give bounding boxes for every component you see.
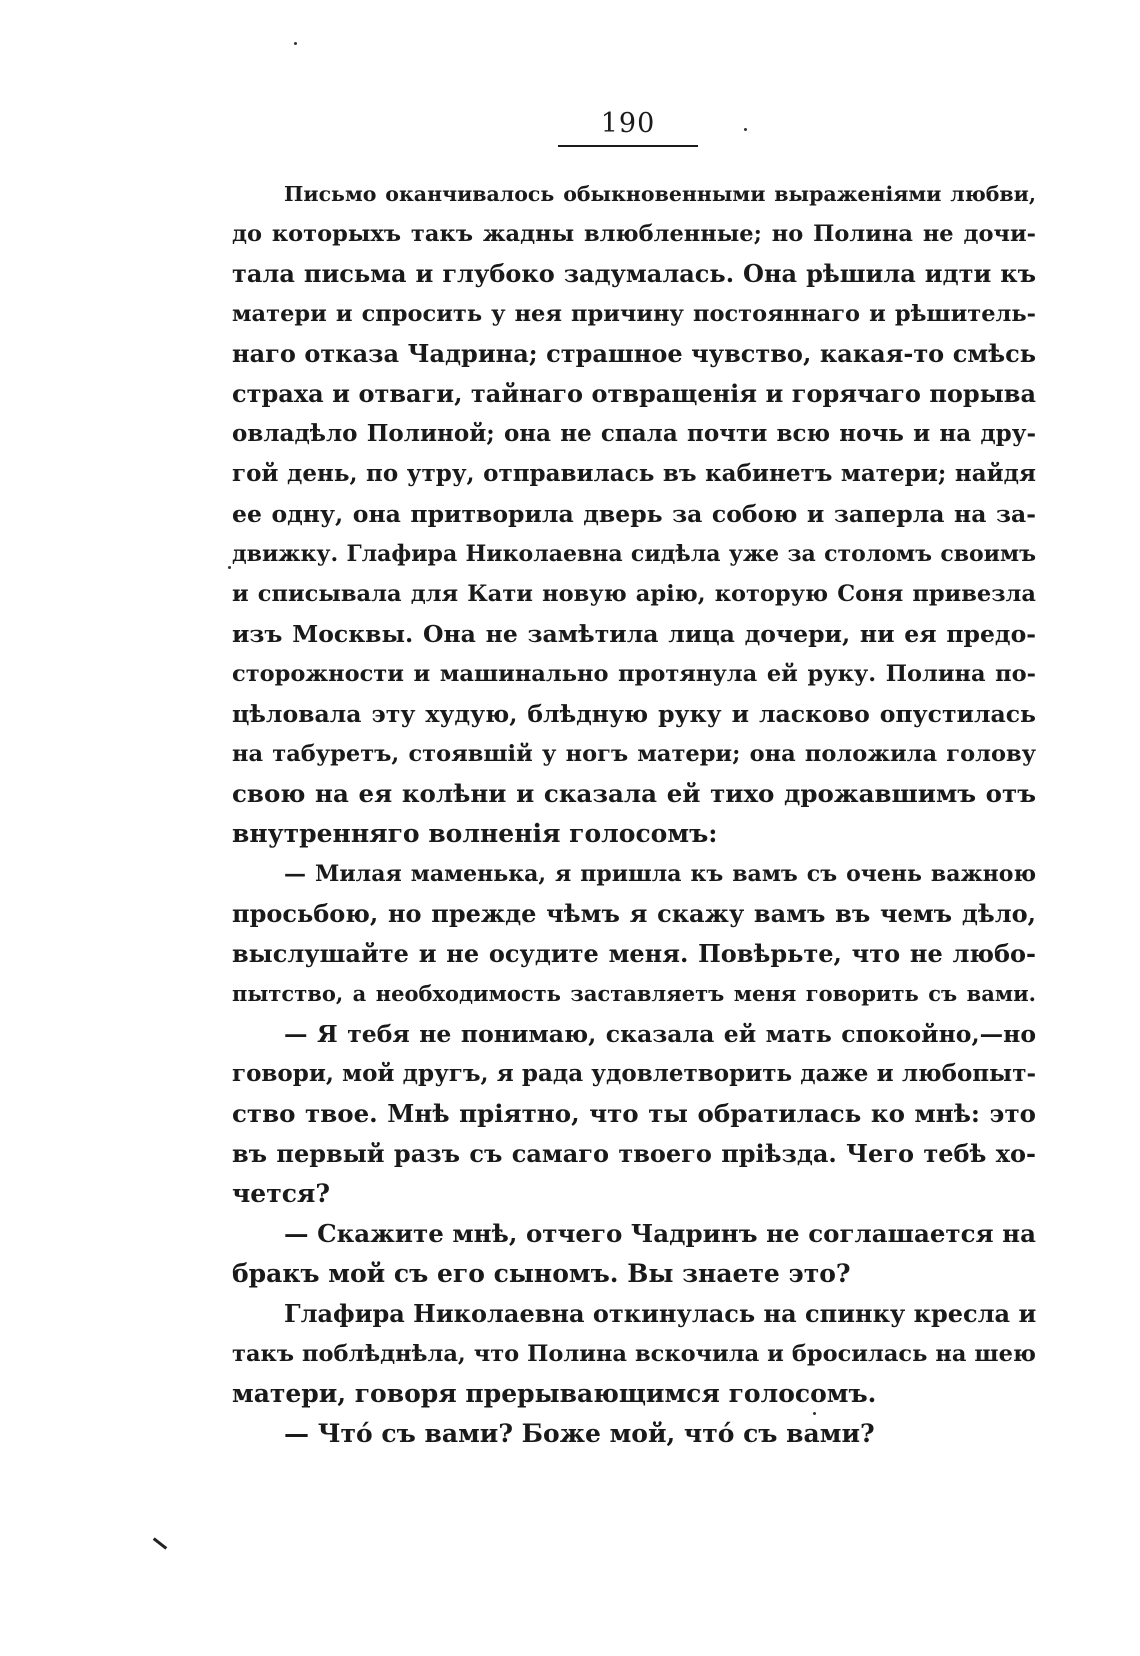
text-line: бракъ мой съ его сыномъ. Вы знаете это? xyxy=(232,1259,851,1288)
text-line: ее одну, она притворила дверь за собою и заперла на за- xyxy=(232,500,1036,528)
text-line: гой день, по утру, отправилась въ кабинетъ матери; найдя xyxy=(232,460,1036,487)
text-line: до которыхъ такъ жадны влюбленные; но Полина не дочи- xyxy=(232,221,1036,247)
text-line: сторожности и машинально протянула ей руку. Полина по- xyxy=(232,661,1036,687)
text-line: страха и отваги, тайнаго отвращенія и горячаго порыва xyxy=(232,379,1036,408)
print-speck xyxy=(813,1412,816,1415)
text-line: овладѣло Полиной; она не спала почти всю ночь и на дру- xyxy=(232,420,1036,447)
page-number-rule xyxy=(558,145,698,147)
text-line: внутренняго волненія голосомъ: xyxy=(232,819,718,848)
text-line: говори, мой другъ, я рада удовлетворить даже и любопыт- xyxy=(232,1060,1036,1087)
text-line: и списывала для Кати новую арію, которую Соня привезла xyxy=(232,581,1036,607)
print-speck xyxy=(744,128,747,131)
text-line: на табуретъ, стоявшій у ногъ матери; она положила голову xyxy=(232,741,1036,767)
text-line: ство твое. Мнѣ пріятно, что ты обратилась ко мнѣ: это xyxy=(232,1099,1036,1128)
text-line: чется? xyxy=(232,1179,331,1208)
text-line: — Милая маменька, я пришла къ вамъ съ очень важною xyxy=(284,861,1036,887)
text-line: — Скажите мнѣ, отчего Чадринъ не соглашается на xyxy=(284,1219,1036,1248)
text-line: свою на ея колѣни и сказала ей тихо дрожавшимъ отъ xyxy=(232,779,1036,808)
text-line: цѣловала эту худую, блѣдную руку и ласково опустилась xyxy=(232,700,1036,728)
text-line: — Я тебя не понимаю, сказала ей мать спокойно,—но xyxy=(284,1020,1036,1048)
text-line: матери, говоря прерывающимся голосомъ. xyxy=(232,1379,877,1408)
text-line: въ первый разъ съ самаго твоего пріѣзда. Чего тебѣ хо- xyxy=(232,1139,1036,1168)
text-line: движку. Глафира Николаевна сидѣла уже за столомъ своимъ xyxy=(232,541,1036,567)
text-line: Глафира Николаевна откинулась на спинку кресла и xyxy=(284,1299,1036,1328)
body-text xyxy=(232,174,1036,1454)
text-line: Письмо оканчивалось обыкновенными выраженіями любви, xyxy=(284,182,1036,206)
page-number: 190 xyxy=(600,108,656,139)
text-line: выслушайте и не осудите меня. Повѣрьте, что не любо- xyxy=(232,939,1036,968)
text-line: матери и спросить у нея причину постояннаго и рѣшитель- xyxy=(232,301,1036,327)
text-line: изъ Москвы. Она не замѣтила лица дочери, ни ея предо- xyxy=(232,620,1036,648)
text-line: такъ поблѣднѣла, что Полина вскочила и бросилась на шею xyxy=(232,1341,1036,1367)
print-speck xyxy=(228,566,231,569)
text-line: просьбою, но прежде чѣмъ я скажу вамъ въ чемъ дѣло, xyxy=(232,899,1036,928)
page-mark xyxy=(153,1537,167,1549)
text-line: — Что́ съ вами? Боже мой, что́ съ вами? xyxy=(284,1419,875,1448)
text-line: наго отказа Чадрина; страшное чувство, какая-то смѣсь xyxy=(232,339,1036,368)
text-line: тала письма и глубоко задумалась. Она рѣшила идти къ xyxy=(232,259,1036,288)
text-line: пытство, а необходимость заставляетъ меня говорить съ вами. xyxy=(232,981,1036,1006)
print-speck xyxy=(294,42,297,45)
